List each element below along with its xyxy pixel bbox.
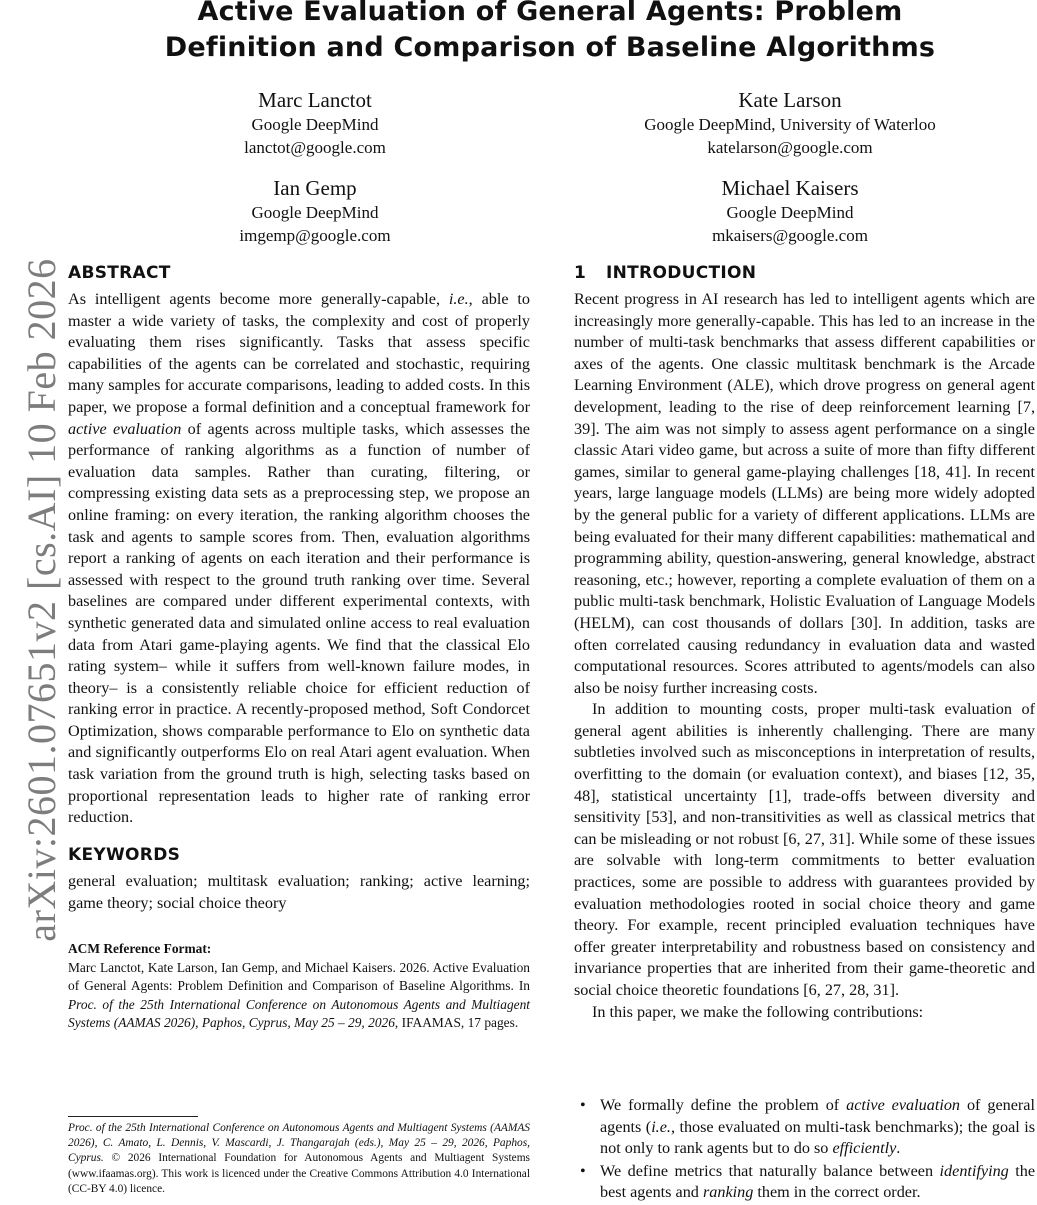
acm-text: , IFAAMAS, 17 pages. bbox=[394, 1015, 519, 1030]
author-email: katelarson@google.com bbox=[707, 138, 873, 157]
list-item: • We formally define the problem of active evaluation of general agents (i.e., those evaluated on multi-task benchmarks); the goal is not only to rank agents but to do so efficiently. bbox=[580, 1096, 1036, 1158]
abstract-ie: i.e. bbox=[448, 290, 469, 308]
intro-paragraph: In addition to mounting costs, proper multi-task evaluation of general agent abilities is inherently challenging. There are many subtleties involved such as misconceptions in interpretation of results, overfitting to the domain (or evaluation context), and biases [12, 35, 48], statistical uncertainty [1], trade-offs between diversity and sensitivity [53], and non-transitivities as well as classical metrics that can be misleading or not robust [6, 27, 31]. While some of these issues are solvable with long-term commitments to better evaluation practices, some are possible to address with guarantees provided by evaluation methodologies rooted in social choice theory and game theory. For example, recent principled evaluation techniques have offer greater interpretability and robustness based on consistency and invariance properties that are inherited from their game-theoretic and social choice theoretic foundations [6, 27, 28, 31]. bbox=[574, 700, 1035, 999]
abstract-heading: ABSTRACT bbox=[68, 263, 171, 283]
author-name: Michael Kaisers bbox=[721, 176, 859, 200]
footnote-rule bbox=[68, 1116, 198, 1117]
title-line-1: Active Evaluation of General Agents: Problem bbox=[197, 0, 903, 27]
author-block bbox=[170, 175, 460, 247]
author-block bbox=[560, 87, 1020, 159]
intro-paragraph: In this paper, we make the following contributions: bbox=[592, 1002, 924, 1021]
author-name: Ian Gemp bbox=[273, 176, 357, 200]
section-title: INTRODUCTION bbox=[606, 263, 757, 283]
abstract-body bbox=[68, 289, 530, 829]
acm-venue: Proc. of the 25th International Conference on Autonomous Agents and Multiagent Systems (AAMAS 2026), Paphos, Cyprus, May 25 – 29, 2026 bbox=[68, 996, 530, 1030]
author-block bbox=[170, 87, 460, 159]
acm-text: Marc Lanctot, Kate Larson, Ian Gemp, and Michael Kaisers. 2026. Active Evaluation of General Agents: Problem Definition and Comparison of Baseline Algorithms. In bbox=[68, 959, 530, 993]
abstract-text: of agents across multiple tasks, which assesses the performance of ranking algorithms as a function of number of evaluation data samples. Rather than curating, filtering, or compressing existing data sets as a preprocessing step, we propose an online framing: on every iteration, the ranking algorithm chooses the task and agents to sample scores from. Then, evaluation algorithms report a ranking of agents on each iteration and their performance is assessed with respect to the ground truth ranking over time. Several baselines are compared under different experimental contexts, with synthetic generated data and simulated online access to real evaluation data from Atari game-playing agents. We find that the classical Elo rating system– while it suffers from well-known failure modes, in theory– is a consistently reliable choice for efficient reduction of ranking error in practice. A recently-proposed method, Soft Condorcet Optimization, shows comparable performance to Elo on synthetic data and significantly outperforms Elo on real Atari agent evaluation. When task variation from the ground truth is high, selecting tasks based on proportional representation leads to higher rate of ranking error reduction. bbox=[68, 419, 530, 827]
acm-reference bbox=[68, 940, 530, 1033]
abstract-text: As intelligent agents become more generally-capable, bbox=[68, 290, 449, 308]
acm-heading: ACM Reference Format: bbox=[68, 941, 212, 956]
author-email: mkaisers@google.com bbox=[712, 226, 868, 245]
footnote-proc: Proc. of the 25th International Conference on Autonomous Agents and Multiagent Systems (AAMAS 2026), C. Amato, L. Dennis, V. Mascardi, J. Thangarajah (eds.), May 25 – 29, 2026, Paphos, Cyprus. bbox=[68, 1122, 530, 1165]
author-email: lanctot@google.com bbox=[244, 138, 386, 157]
title-line-2: Definition and Comparison of Baseline Algorithms bbox=[164, 32, 936, 63]
intro-heading bbox=[574, 262, 756, 284]
author-email: imgemp@google.com bbox=[239, 226, 391, 245]
footnote bbox=[68, 1121, 530, 1197]
section-number: 1 bbox=[574, 263, 587, 283]
intro-paragraph: Recent progress in AI research has led to intelligent agents which are increasingly more generally-capable. This has led to an increase in the number of multi-task benchmarks that assess different capabilities or axes of the agents. One classic multitask benchmark is the Arcade Learning Environment (ALE), which drove progress on general agent development, leading to the rise of deep reinforcement learning [7, 39]. The aim was not simply to assess agent performance on a single classic Atari video game, but across a suite of more than fifty different games, similar to general game-playing challenges [18, 41]. In recent years, large language models (LLMs) are being more widely adopted by the general public for a variety of different applications. LLMs are being evaluated for their many different capabilities: mathematical and programming ability, question-answering, general knowledge, abstract reasoning, etc.; however, reporting a complete evaluation of them on a public multi-task benchmark, Holistic Evaluation of Language Models (HELM), can cost thousands of dollars [30]. In addition, tasks are often correlated causing redundancy in evaluation data and wasted computational resources. Scores attributed to agents/models can also also be noisy further increasing costs. bbox=[574, 290, 1035, 697]
author-affiliation: Google DeepMind bbox=[726, 203, 854, 222]
author-affiliation: Google DeepMind, University of Waterloo bbox=[644, 115, 936, 134]
bullet-icon: • bbox=[580, 1161, 586, 1180]
keywords-text: general evaluation; multitask evaluation; ranking; active learning; game theory; social choice theory bbox=[68, 872, 530, 912]
author-block bbox=[560, 175, 1020, 247]
author-name: Marc Lanctot bbox=[258, 88, 372, 112]
arxiv-watermark: arXiv:2601.07651v2 [cs.AI] 10 Feb 2026 bbox=[19, 258, 64, 942]
author-affiliation: Google DeepMind bbox=[251, 203, 379, 222]
intro-body bbox=[574, 289, 1035, 1023]
author-affiliation: Google DeepMind bbox=[251, 115, 379, 134]
abstract-active-evaluation: active evaluation bbox=[68, 419, 182, 438]
keywords-body bbox=[68, 871, 530, 914]
paper-title bbox=[100, 0, 1000, 66]
footnote-text: © 2026 International Foundation for Autonomous Agents and Multiagent Systems (www.ifaamas.org). This work is licenced under the Creative Commons Attribution 4.0 International (CC-BY 4.0) licence. bbox=[68, 1152, 530, 1195]
abstract-text: , able to master a wide variety of tasks, the complexity and cost of properly evaluating them rises significantly. Tasks that assess specific capabilities of the agents can be correlated and stochastic, requiring many samples for accurate comparisons, leading to added costs. In this paper, we propose a formal definition and a conceptual framework for bbox=[68, 290, 530, 416]
contributions-list bbox=[580, 1095, 1036, 1205]
keywords-heading: KEYWORDS bbox=[68, 845, 181, 865]
list-item: • We define metrics that naturally balance between identifying the best agents and ranking them in the correct order. bbox=[580, 1161, 1036, 1202]
author-name: Kate Larson bbox=[738, 88, 842, 112]
bullet-icon: • bbox=[580, 1096, 586, 1114]
